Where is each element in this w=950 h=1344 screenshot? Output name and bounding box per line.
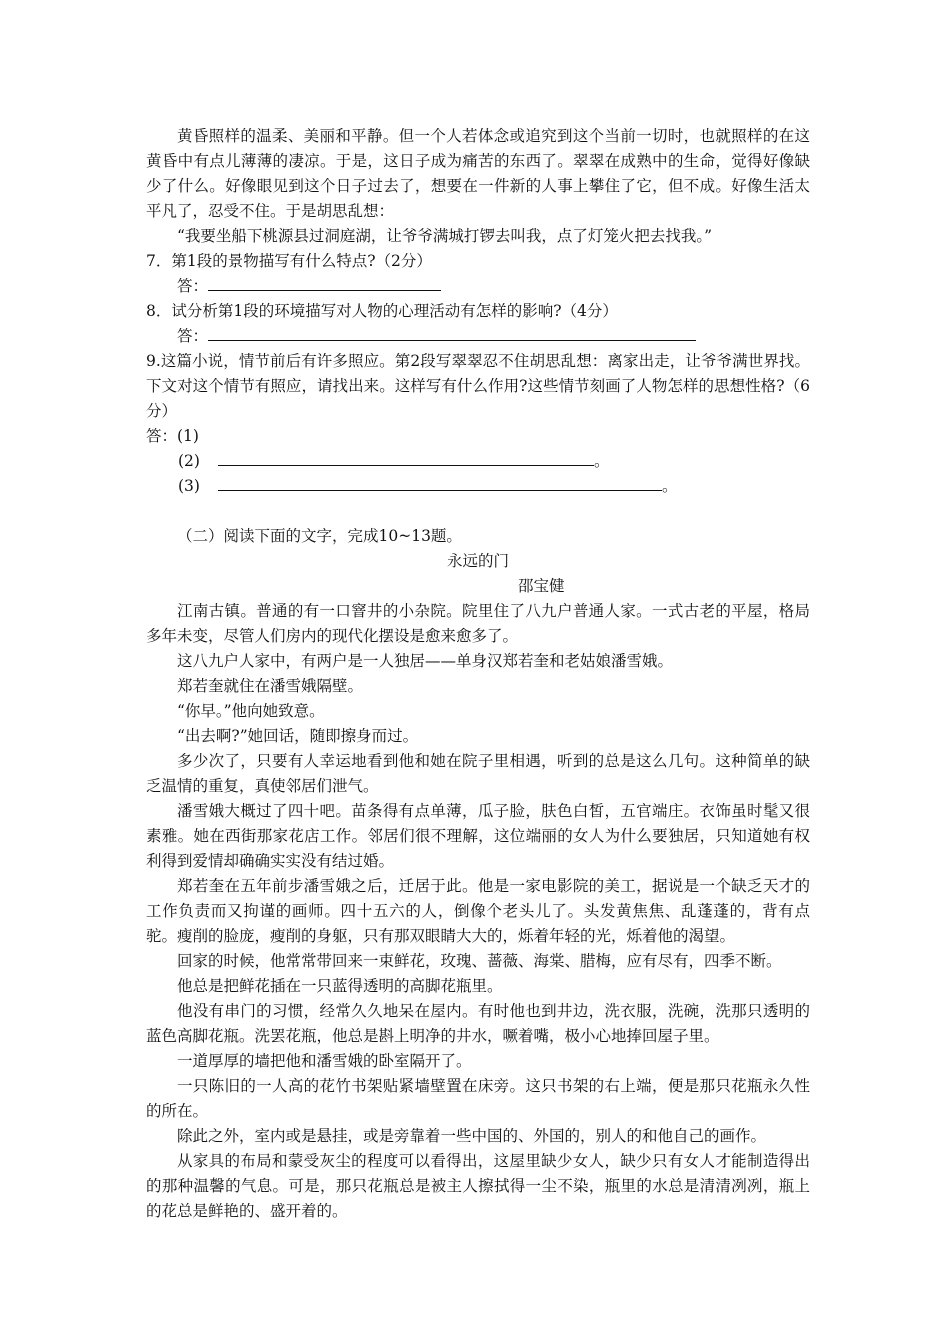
story-paragraph: 他总是把鲜花插在一只蓝得透明的高脚花瓶里。 bbox=[177, 977, 503, 995]
story-paragraph: “出去啊?”她回话，随即擦身而过。 bbox=[177, 727, 419, 745]
question-text: 7．第1段的景物描写有什么特点?（2分） bbox=[146, 252, 432, 270]
title: 永远的门 bbox=[446, 552, 509, 570]
story-paragraph: 从家具的布局和蒙受灰尘的程度可以看得出，这屋里缺少女人，缺少只有女人才能制造得出的那种温馨的气息。可是，那只花瓶总是被主人擦拭得一尘不染，瓶里的水总是清清冽冽，瓶上的花总是鲜艳的、盛开着的。 bbox=[146, 1152, 810, 1220]
answer-label: 答： bbox=[177, 327, 209, 345]
answer-9-item-2 bbox=[146, 449, 810, 474]
answer-blank[interactable] bbox=[218, 450, 594, 466]
story-paragraph: 一只陈旧的一人高的花竹书架贴紧墙壁置在床旁。这只书架的右上端，便是那只花瓶永久性的所在。 bbox=[146, 1077, 810, 1120]
story-paragraph: 江南古镇。普通的有一口窨井的小杂院。院里住了八九户普通人家。一式古老的平屋，格局多年未变，尽管人们房内的现代化摆设是愈来愈多了。 bbox=[146, 602, 810, 645]
answer-label: 答：(1) bbox=[146, 427, 199, 445]
period: 。 bbox=[593, 452, 610, 470]
answer-label: 答： bbox=[177, 277, 209, 295]
story-paragraph: 潘雪娥大概过了四十吧。苗条得有点单薄，瓜子脸，肤色白皙，五官端庄。衣饰虽时髦又很素雅。她在西街那家花店工作。邻居们很不理解，这位端丽的女人为什么要独居，只知道她有权利得到爱情却确确实实没有结过婚。 bbox=[146, 802, 810, 870]
answer-blank[interactable] bbox=[218, 475, 662, 491]
answer-9-item-1 bbox=[146, 424, 810, 449]
answer-7 bbox=[146, 274, 810, 299]
item-number: (2) bbox=[178, 452, 200, 470]
period: 。 bbox=[661, 477, 678, 495]
section-two-intro bbox=[146, 524, 810, 549]
author: 邵宝健 bbox=[518, 577, 565, 595]
story-paragraph: “你早。”他向她致意。 bbox=[177, 702, 325, 720]
story-paragraph: 他没有串门的习惯，经常久久地呆在屋内。有时他也到井边，洗衣服，洗碗，洗那只透明的蓝色高脚花瓶。洗罢花瓶，他总是斟上明净的井水，噘着嘴，极小心地捧回屋子里。 bbox=[146, 1002, 810, 1045]
story-paragraph: 除此之外，室内或是悬挂，或是旁靠着一些中国的、外国的，别人的和他自己的画作。 bbox=[177, 1127, 767, 1145]
story-title bbox=[146, 549, 810, 574]
story-paragraph: 郑若奎就住在潘雪娥隔壁。 bbox=[177, 677, 364, 695]
story-paragraph: 郑若奎在五年前步潘雪娥之后，迁居于此。他是一家电影院的美工，据说是一个缺乏天才的工作负责而又拘谨的画师。四十五六的人，倒像个老头儿了。头发黄焦焦、乱蓬蓬的，背有点驼。瘦削的脸庞，瘦削的身躯，只有那双眼睛大大的，烁着年轻的光，烁着他的渴望。 bbox=[146, 877, 810, 945]
answer-9-item-3 bbox=[146, 474, 810, 499]
story-author bbox=[146, 574, 810, 599]
section-intro: （二）阅读下面的文字，完成10~13题。 bbox=[177, 527, 462, 545]
question-text: 9.这篇小说，情节前后有许多照应。第2段写翠翠忍不住胡思乱想：离家出走，让爷爷满世界找。下文对这个情节有照应，请找出来。这样写有什么作用?这些情节刻画了人物怎样的思想性格?（6分） bbox=[146, 352, 810, 420]
question-7 bbox=[146, 249, 810, 274]
passage-one bbox=[146, 124, 810, 249]
story-paragraph: 这八九户人家中，有两户是一人独居——单身汉郑若奎和老姑娘潘雪娥。 bbox=[177, 652, 674, 670]
question-8 bbox=[146, 299, 810, 324]
answer-blank[interactable] bbox=[208, 275, 441, 291]
item-number: (3) bbox=[178, 477, 200, 495]
answer-blank[interactable] bbox=[208, 325, 696, 341]
story-paragraph: 多少次了，只要有人幸运地看到他和她在院子里相遇，听到的总是这么几句。这种简单的缺乏温情的重复，真使邻居们泄气。 bbox=[146, 752, 810, 795]
story-paragraph: 一道厚厚的墙把他和潘雪娥的卧室隔开了。 bbox=[177, 1052, 472, 1070]
story-paragraph: 回家的时候，他常常带回来一束鲜花，玫瑰、蔷薇、海棠、腊梅，应有尽有，四季不断。 bbox=[177, 952, 782, 970]
story-body bbox=[146, 599, 810, 1224]
question-9 bbox=[146, 349, 810, 424]
quote-paragraph: “我要坐船下桃源县过洞庭湖，让爷爷满城打锣去叫我，点了灯笼火把去找我。” bbox=[177, 227, 713, 245]
paragraph: 黄昏照样的温柔、美丽和平静。但一个人若体念或追究到这个当前一切时，也就照样的在这黄昏中有点儿薄薄的凄凉。于是，这日子成为痛苦的东西了。翠翠在成熟中的生命，觉得好像缺少了什么。好像眼见到这个日子过去了，想要在一件新的人事上攀住了它，但不成。好像生活太平凡了，忍受不住。于是胡思乱想： bbox=[146, 127, 810, 220]
question-text: 8．试分析第1段的环境描写对人物的心理活动有怎样的影响?（4分） bbox=[146, 302, 618, 320]
answer-8 bbox=[146, 324, 810, 349]
